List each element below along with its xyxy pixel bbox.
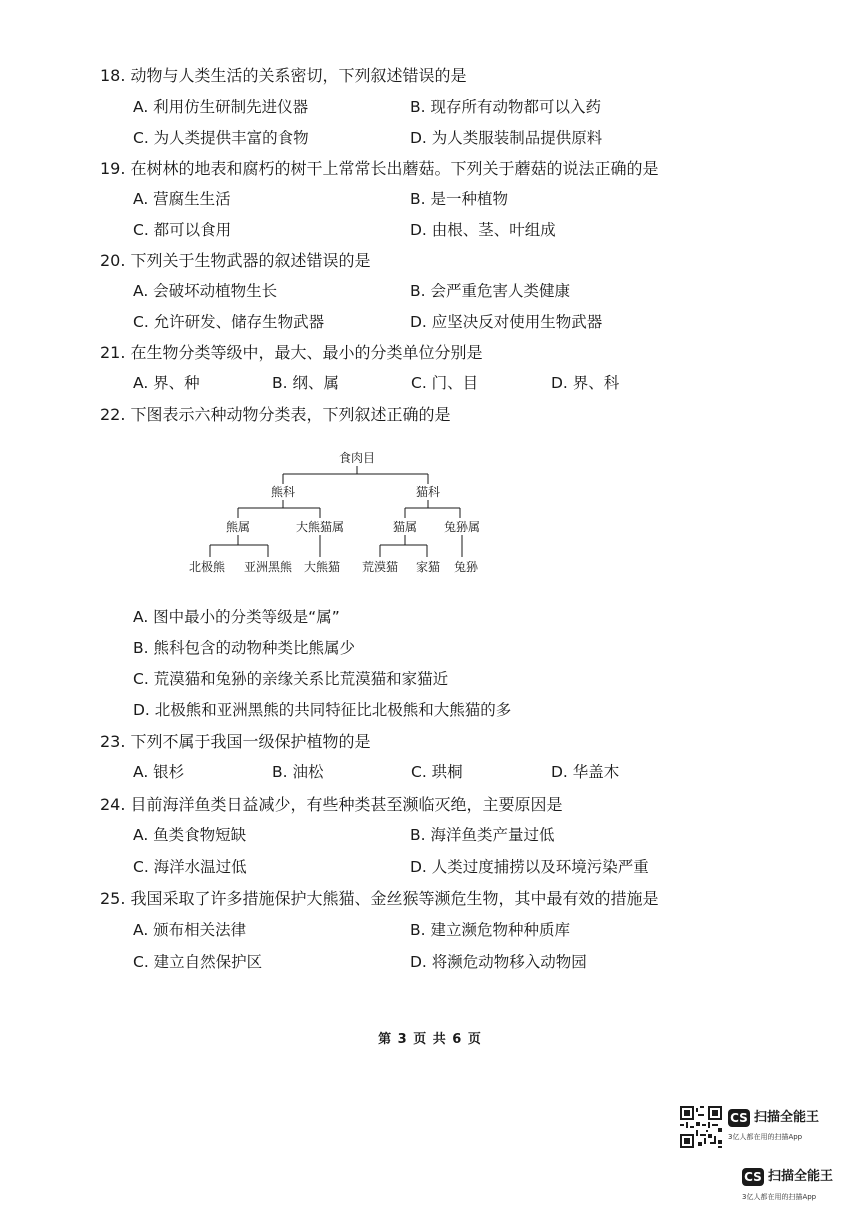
question-20-stem: 20. 下列关于生物武器的叙述错误的是 (100, 251, 371, 270)
question-19-option-b: B. 是一种植物 (410, 190, 508, 208)
question-22-option-a: A. 图中最小的分类等级是“属” (133, 608, 340, 626)
tree-order-carnivora: 食肉目 (338, 451, 376, 465)
question-23-option-b: B. 油松 (272, 763, 324, 781)
question-22-option-d: D. 北极熊和亚洲黑熊的共同特征比北极熊和大熊猫的多 (133, 701, 512, 719)
question-18-option-d: D. 为人类服装制品提供原料 (410, 129, 603, 147)
question-21-stem: 21. 在生物分类等级中，最大、最小的分类单位分别是 (100, 343, 483, 362)
question-21-option-c: C. 门、目 (411, 374, 479, 392)
question-25-option-c: C. 建立自然保护区 (133, 953, 263, 971)
question-22-option-b: B. 熊科包含的动物种类比熊属少 (133, 639, 355, 657)
tree-genus-felis: 猫属 (392, 520, 418, 534)
tree-species-pallas-cat: 兔狲 (453, 560, 479, 574)
question-23-option-d: D. 华盖木 (551, 763, 620, 781)
cs-logo-icon: CS (728, 1109, 750, 1127)
tree-species-polar-bear: 北极熊 (188, 560, 226, 574)
question-25-option-d: D. 将濒危动物移入动物园 (410, 953, 587, 971)
question-23-option-c: C. 珙桐 (411, 763, 463, 781)
page-number-footer: 第 3 页 共 6 页 (378, 1032, 482, 1047)
question-23-option-a: A. 银杉 (133, 763, 185, 781)
question-19-option-c: C. 都可以食用 (133, 221, 232, 239)
question-19-stem: 19. 在树林的地表和腐朽的树干上常常长出蘑菇。下列关于蘑菇的说法正确的是 (100, 159, 659, 178)
tree-genus-otocolobus: 兔狲属 (443, 520, 481, 534)
tree-genus-ursus: 熊属 (225, 520, 251, 534)
question-19-option-a: A. 营腐生生活 (133, 190, 231, 208)
question-25-option-a: A. 颁布相关法律 (133, 921, 247, 939)
tree-species-asian-black-bear: 亚洲黑熊 (243, 560, 293, 574)
tree-genus-ailuropoda: 大熊猫属 (295, 520, 345, 534)
tree-family-ursidae: 熊科 (270, 485, 296, 499)
scanner-badge (742, 1166, 852, 1210)
classification-tree-diagram (0, 440, 860, 590)
tree-species-giant-panda: 大熊猫 (303, 560, 341, 574)
question-18-option-a: A. 利用仿生研制先进仪器 (133, 98, 309, 116)
question-18-option-b: B. 现存所有动物都可以入药 (410, 98, 601, 116)
question-20-option-d: D. 应坚决反对使用生物武器 (410, 313, 603, 331)
tree-family-felidae: 猫科 (415, 485, 441, 499)
question-24-option-b: B. 海洋鱼类产量过低 (410, 826, 555, 844)
question-20-option-b: B. 会严重危害人类健康 (410, 282, 570, 300)
question-18-option-c: C. 为人类提供丰富的食物 (133, 129, 309, 147)
question-24-option-d: D. 人类过度捕捞以及环境污染严重 (410, 858, 649, 876)
scanner-brand-name: 扫描全能王 (754, 1110, 820, 1125)
question-25-stem: 25. 我国采取了许多措施保护大熊猫、金丝猴等濒危生物，其中最有效的措施是 (100, 889, 659, 908)
question-21-option-d: D. 界、科 (551, 374, 620, 392)
qr-code-icon (680, 1106, 722, 1148)
tree-species-desert-cat: 荒漠猫 (361, 560, 399, 574)
question-21-option-b: B. 纲、属 (272, 374, 339, 392)
question-24-option-c: C. 海洋水温过低 (133, 858, 247, 876)
scanner-tagline: 3亿人都在用的扫描App (742, 1193, 817, 1201)
scanner-badge-with-qr (680, 1106, 850, 1150)
question-24-stem: 24. 目前海洋鱼类日益减少，有些种类甚至濒临灭绝，主要原因是 (100, 795, 563, 814)
question-19-option-d: D. 由根、茎、叶组成 (410, 221, 556, 239)
question-20-option-c: C. 允许研发、储存生物武器 (133, 313, 325, 331)
question-22-option-c: C. 荒漠猫和兔狲的亲缘关系比荒漠猫和家猫近 (133, 670, 449, 688)
cs-logo-icon: CS (742, 1168, 764, 1186)
scanner-brand-name: 扫描全能王 (768, 1169, 834, 1184)
question-24-option-a: A. 鱼类食物短缺 (133, 826, 247, 844)
question-21-option-a: A. 界、种 (133, 374, 200, 392)
question-20-option-a: A. 会破坏动植物生长 (133, 282, 278, 300)
tree-connectors (210, 466, 462, 557)
scanner-tagline: 3亿人都在用的扫描App (728, 1133, 803, 1141)
question-23-stem: 23. 下列不属于我国一级保护植物的是 (100, 732, 371, 751)
tree-species-domestic-cat: 家猫 (415, 560, 441, 574)
question-25-option-b: B. 建立濒危物种种质库 (410, 921, 570, 939)
question-18-stem: 18. 动物与人类生活的关系密切，下列叙述错误的是 (100, 66, 467, 85)
question-22-stem: 22. 下图表示六种动物分类表，下列叙述正确的是 (100, 405, 451, 424)
